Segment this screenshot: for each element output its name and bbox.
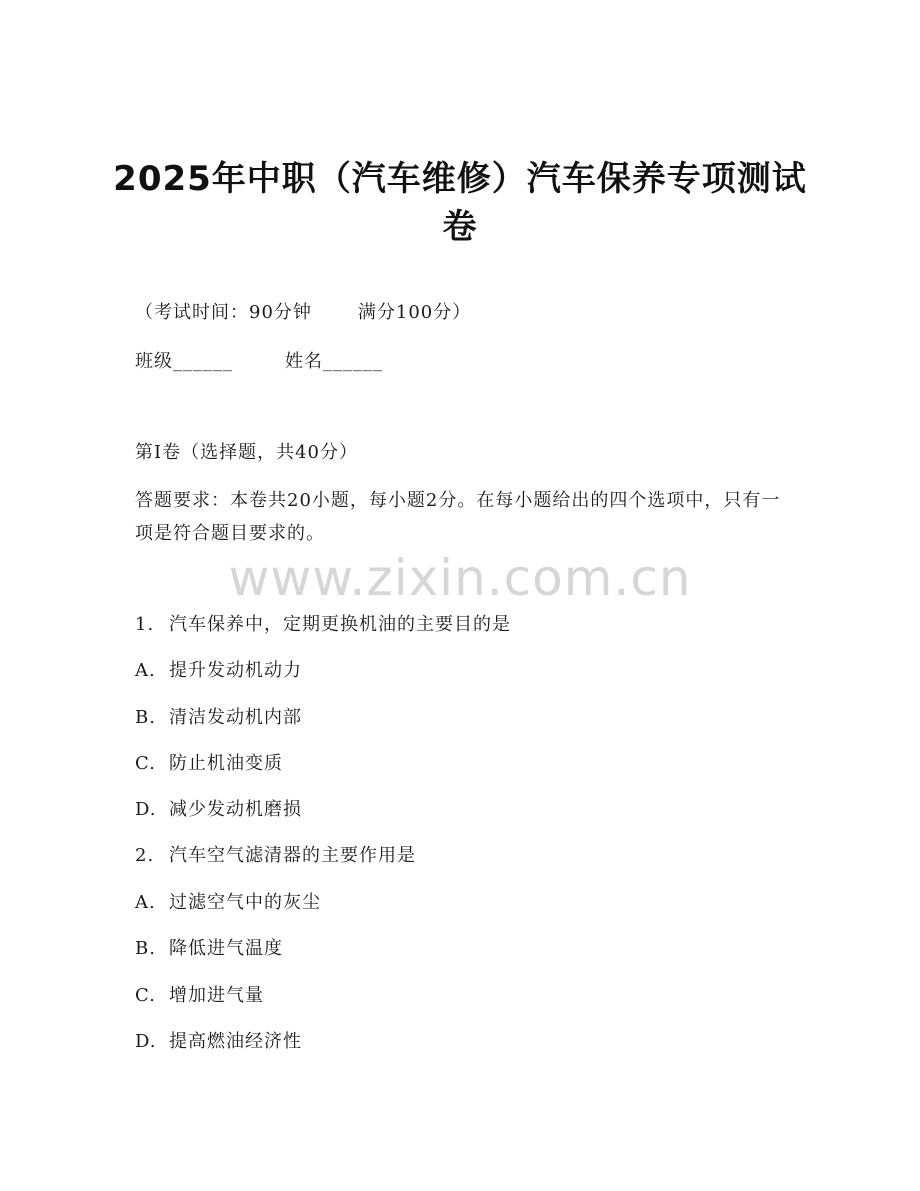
option-text: 降低进气温度 bbox=[169, 938, 283, 959]
exam-time: （考试时间：90分钟 bbox=[135, 302, 312, 323]
option-letter: D. bbox=[135, 1031, 157, 1052]
option-letter: A. bbox=[135, 892, 156, 913]
option-text: 增加进气量 bbox=[169, 985, 264, 1006]
option-text: 提高燃油经济性 bbox=[169, 1031, 302, 1052]
option-text: 减少发动机磨损 bbox=[169, 799, 302, 820]
question-number: 2. bbox=[135, 845, 155, 866]
option-letter: B. bbox=[135, 938, 156, 959]
section-title: 第I卷（选择题，共40分） bbox=[135, 442, 359, 463]
option-2a bbox=[135, 890, 321, 916]
option-2c bbox=[135, 983, 264, 1009]
student-info bbox=[135, 349, 383, 375]
document-title: 2025年中职（汽车维修）汽车保养专项测试卷 bbox=[113, 159, 807, 247]
option-letter: C. bbox=[135, 753, 156, 774]
option-1b bbox=[135, 705, 302, 731]
question-text: 汽车保养中，定期更换机油的主要目的是 bbox=[169, 614, 511, 635]
exam-meta bbox=[135, 300, 471, 326]
watermark: www.zixin.com.cn bbox=[228, 549, 692, 607]
option-text: 防止机油变质 bbox=[169, 753, 283, 774]
option-letter: B. bbox=[135, 707, 156, 728]
option-1d bbox=[135, 797, 302, 823]
option-1a bbox=[135, 658, 302, 684]
option-letter: A. bbox=[135, 660, 156, 681]
option-1c bbox=[135, 751, 283, 777]
option-text: 清洁发动机内部 bbox=[169, 707, 302, 728]
question-2 bbox=[135, 843, 416, 869]
option-2b bbox=[135, 936, 283, 962]
question-number: 1. bbox=[135, 614, 155, 635]
option-letter: C. bbox=[135, 985, 156, 1006]
full-score: 满分100分） bbox=[357, 302, 472, 323]
option-2d bbox=[135, 1029, 302, 1055]
option-text: 提升发动机动力 bbox=[169, 660, 302, 681]
question-1 bbox=[135, 612, 511, 638]
name-field: 姓名______ bbox=[285, 351, 383, 372]
class-field: 班级______ bbox=[135, 351, 233, 372]
instructions: 答题要求：本卷共20小题，每小题2分。在每小题给出的四个选项中，只有一项是符合题目要求的。 bbox=[135, 490, 781, 544]
question-text: 汽车空气滤清器的主要作用是 bbox=[169, 845, 416, 866]
option-text: 过滤空气中的灰尘 bbox=[169, 892, 321, 913]
option-letter: D. bbox=[135, 799, 157, 820]
